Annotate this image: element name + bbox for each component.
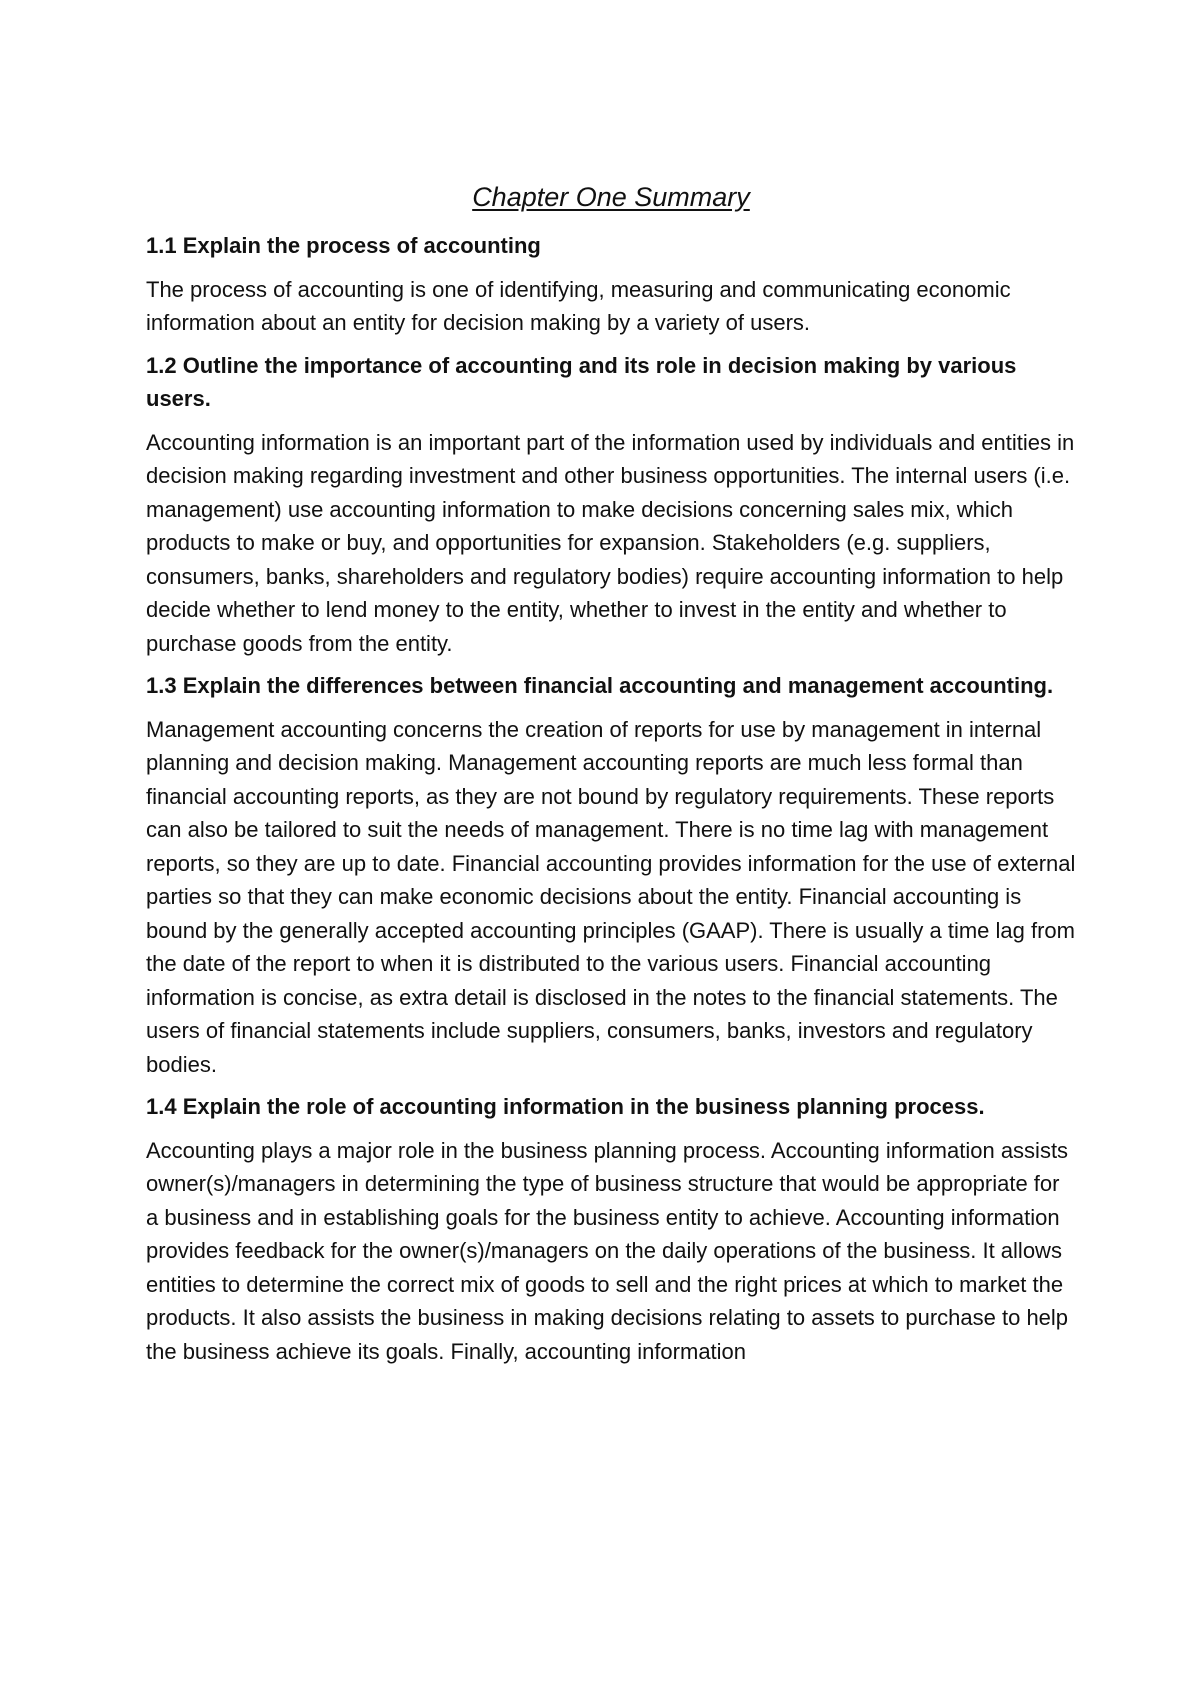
section-body: Accounting plays a major role in the business planning process. Accounting information assists owner(s)/managers in determining the type of business structure that would be appropriate for a business and in establishing goals for the business entity to achieve. Accounting information provides feedback for the owner(s)/managers on the daily operations of the business. It allows entities to determine the correct mix of goods to sell and the right prices at which to market the products. It also assists the business in making decisions relating to assets to purchase to help the business achieve its goals. Finally, accounting information [146,1137,1069,1364]
section-heading: 1.3 Explain the differences between financial accounting and management accounting. [146,673,1054,698]
page-title: Chapter One Summary [472,182,750,212]
section-body: The process of accounting is one of identifying, measuring and communicating economic information about an entity for decision making by a variety of users. [146,276,1011,335]
section-heading: 1.1 Explain the process of accounting [146,233,541,258]
section-heading: 1.2 Outline the importance of accounting and its role in decision making by various users. [146,352,1017,411]
section-1-1 [146,229,1076,340]
section-1-3 [146,669,1076,1081]
section-body: Accounting information is an important part of the information used by individuals and entities in decision making regarding investment and other business opportunities. The internal users (i.e. management) use accounting information to make decisions concerning sales mix, which products to make or buy, and opportunities for expansion. Stakeholders (e.g. suppliers, consumers, banks, shareholders and regulatory bodies) require accounting information to help decide whether to lend money to the entity, whether to invest in the entity and whether to purchase goods from the entity. [146,429,1075,656]
section-1-4 [146,1090,1076,1368]
section-heading: 1.4 Explain the role of accounting information in the business planning process. [146,1094,985,1119]
section-1-2 [146,349,1076,661]
document-content [146,178,1076,1377]
section-body: Management accounting concerns the creation of reports for use by management in internal planning and decision making. Management accounting reports are much less formal than financial accounting reports, as they are not bound by regulatory requirements. These reports can also be tailored to suit the needs of management. There is no time lag with management reports, so they are up to date. Financial accounting provides information for the use of external parties so that they can make economic decisions about the entity. Financial accounting is bound by the generally accepted accounting principles (GAAP). There is usually a time lag from the date of the report to when it is distributed to the various users. Financial accounting information is concise, as extra detail is disclosed in the notes to the financial statements. The users of financial statements include suppliers, consumers, banks, investors and regulatory bodies. [146,716,1076,1077]
